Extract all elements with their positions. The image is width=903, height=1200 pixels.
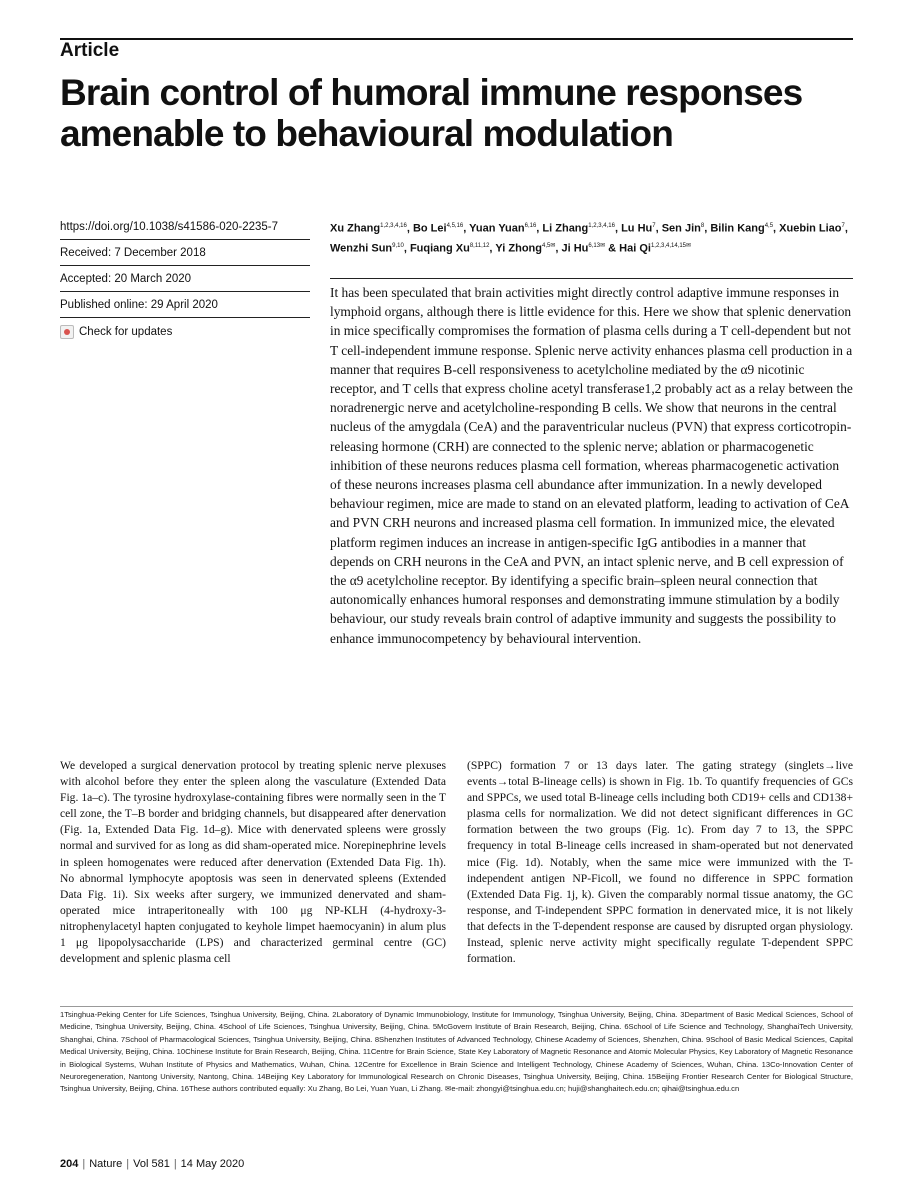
body-column-right: (SPPC) formation 7 or 13 days later. The gating strategy (singlets→live events→total B-lineage cells) is shown in Fig. 1b. To quantify frequencies of GCs and SPPCs, we used total B-lineage cells including both CD19+ cells and CD138+ plasma cells for normalization. We did not detect significant differences in GC formation between the two groups (Fig. 1c). From day 7 to 13, the SPPC frequency in total B-lineage cells increased in sham-operated but not denervated mice (Fig. 1d). Notably, when the same mice were immunized with the T-independent antigen NP-Ficoll, we found no difference in SPPC formation (Extended Data Fig. 1j, k). Given the comparably normal tissue anatomy, the GC response, and T-independent SPPC formation in denervated mice, it is not likely that defects in the T-dependent response are caused by disrupted organ physiology. Instead, splenic nerve activity might specifically regulate T-dependent SPPC formation. [467, 759, 853, 966]
author-affiliation-numbers: 7 [841, 223, 845, 229]
author-name: Xuebin Liao [779, 222, 842, 235]
author-name: Yuan Yuan [469, 222, 525, 235]
article-title: Brain control of humoral immune responses amenable to behavioural modulation [60, 72, 803, 154]
author-name: Wenzhi Sun [330, 242, 393, 255]
author-name: Bilin Kang [710, 222, 765, 235]
check-updates-link[interactable] [60, 322, 310, 345]
page-number: 204 [60, 1158, 79, 1170]
body-column-left: We developed a surgical denervation protocol by treating splenic nerve plexuses with alcohol before they enter the spleen along the vasculature (Extended Data Fig. 1a–c). The tyrosine hydroxylase-containing fibres were normally seen in the T cell zone, the T–B border and bridging channels, but disappeared after denervation (Fig. 1a, Extended Data Fig. 1d–g). Mice with denervated spleens were grossly normal and survived for as long as did sham-operated mice. Norepinephrine levels in spleen homogenates were reduced after denervation (Extended Data Fig. 1h). No abnormal lymphocyte apoptosis was seen in denervated spleens (Extended Data Fig. 1i). Six weeks after surgery, we immunized denervated and sham-operated mice intraperitoneally with 100 μg NP-KLH (4-hydroxy-3-nitrophenylacetyl hapten conjugated to keyhole limpet haemocyanin) in alum plus 1 μg lipopolysaccharide (LPS) and characterized germinal centre (GC) development and splenic plasma cell [60, 759, 446, 966]
author-affiliation-numbers: 6,16 [524, 223, 537, 229]
check-updates-label: Check for updates [79, 326, 173, 338]
author-name: Bo Lei [412, 222, 447, 235]
author-name: Lu Hu [621, 222, 653, 235]
top-rule [60, 38, 853, 40]
affiliations: 1Tsinghua-Peking Center for Life Sciences, Tsinghua University, Beijing, China. 2Laboratory of Dynamic Immunobiology, Institute for Immunology, Tsinghua University, Beijing, China. 3Department of Basic Medical Sciences, School of Medicine, Tsinghua University, Beijing, China. 4School of Life Sciences, Tsinghua University, Beijing, China. 5McGovern Institute of Brain Research, Beijing, China. 6School of Life Science and Technology, ShanghaiTech University, Shanghai, China. 7School of Pharmacological Sciences, Tsinghua University, Beijing, China. 8Shenzhen Institutes of Advanced Technology, Chinese Academy of Sciences, Shenzhen, China. 9School of Basic Medical Sciences, Capital Medical University, Beijing, China. 10Chinese Institute for Brain Research, Beijing, China. 11Centre for Brain Science, State Key Laboratory of Magnetic Resonance and Atomic Molecular Physics, Key Laboratory of Magnetic Resonance in Biological Systems, Wuhan Institute of Physics and Mathematics, Wuhan, China. 12Centre for Excellence in Brain Science and Intelligent Technology, Chinese Academy of Sciences, Wuhan, China. 13Co-Innovation Center of Neuroregeneration, Nantong University, Nantong, China. 14Beijing Key Laboratory for Immunological Research on Chronic Diseases, Tsinghua University, Beijing, China. 15Beijing Frontier Research Center for Biological Structure, Tsinghua University, Beijing, China. 16These authors contributed equally: Xu Zhang, Bo Lei, Yuan Yuan, Li Zhang. ✉e-mail: zhongyi@tsinghua.edu.cn; huji@shanghaitech.edu.cn; qihai@tsinghua.edu.cn [60, 1010, 853, 1094]
author-name: Yi Zhong [495, 242, 542, 255]
doi-link[interactable]: https://doi.org/10.1038/s41586-020-2235-7 [60, 218, 310, 240]
author-list: Xu Zhang$^{1,2,3,4,16}$, Bo Lei$^{4,5,16}$, Yuan Yuan$^{6,16}$, Li Zhang$^{1,2,3,4,16}$, Lu Hu$^7$, Sen Jin$^8$, Bilin Kang$^{4,5}$, Xuebin Liao$^7$, Wenzhi Sun$^{9,10}$, Fuqiang Xu$^{8,11,12}$, Yi Zhong$^{4,5✉}$, Ji $Hu^{6,13✉}$ & Hai $Qi^{1,2,3,4,14,15✉}$ [330, 222, 848, 255]
author-affiliation-numbers: 8 [700, 223, 705, 229]
author-affiliation-numbers: 4,5,16 [446, 223, 464, 229]
author-affiliation-numbers: 4,5✉ [541, 242, 556, 249]
received-date: Received: 7 December 2018 [60, 244, 310, 266]
section-label: Article [60, 40, 120, 61]
author-affiliation-numbers: 8,11,12 [469, 242, 490, 249]
author-affiliation-numbers: 9,10 [392, 242, 404, 249]
body-text [60, 758, 853, 967]
page-footer: 204 | Nature | Vol 581 | 14 May 2020 [60, 1158, 245, 1170]
accepted-date: Accepted: 20 March 2020 [60, 270, 310, 292]
author-affiliation-numbers: 1,2,3,4,16 [380, 223, 407, 229]
published-date: Published online: 29 April 2020 [60, 296, 310, 318]
abstract-rule [330, 278, 853, 279]
author-name: Sen Jin [661, 222, 701, 235]
author-affiliation-numbers: 1,2,3,4,16 [588, 223, 615, 229]
author-name: Ji Hu [561, 242, 589, 255]
issue-date: 14 May 2020 [180, 1158, 245, 1170]
author-name: Li Zhang [542, 222, 589, 235]
journal-name: Nature [89, 1158, 123, 1170]
author-affiliation-numbers: 4,5 [764, 223, 774, 229]
author-name: Hai Qi [619, 242, 651, 255]
author-affiliation-numbers: 6,13✉ [588, 242, 606, 249]
article-meta [60, 218, 310, 349]
author-affiliation-numbers: 1,2,3,4,14,15✉ [650, 242, 692, 249]
author-name: Fuqiang Xu [409, 242, 470, 255]
check-for-updates-icon [60, 325, 74, 339]
affiliations-rule [60, 1006, 853, 1007]
author-affiliation-numbers: 7 [652, 223, 656, 229]
volume: Vol 581 [133, 1158, 170, 1170]
abstract: It has been speculated that brain activities might directly control adaptive immune responses in lymphoid organs, although there is little evidence for this. Here we show that splenic denervation in mice specifically compromises the formation of plasma cells during a T cell-dependent but not T cell-independent immune response. Splenic nerve activity enhances plasma cell production in a manner that requires B-cell responsiveness to acetylcholine mediated by the α9 nicotinic receptor, and T cells that express choline acetyl transferase1,2 probably act as a relay between the noradrenergic nerve and acetylcholine-responding B cells. We show that neurons in the central nucleus of the amygdala (CeA) and the paraventricular nucleus (PVN) that express corticotropin-releasing hormone (CRH) are connected to the splenic nerve; ablation or pharmacogenetic inhibition of these neurons reduces plasma cell formation, whereas pharmacogenetic activation of these neurons increases plasma cell abundance after immunization. In a newly developed behaviour regimen, mice are made to stand on an elevated platform, leading to activation of CeA and PVN CRH neurons and increased plasma cell formation. In immunized mice, the elevated platform regimen induces an increase in antigen-specific IgG antibodies in a manner that depends on CRH neurons in the CeA and PVN, an intact splenic nerve, and B cell expression of the α9 acetylcholine receptor. By identifying a specific brain–spleen neural connection that autonomically enhances humoral responses and demonstrating immune stimulation by a bodily behaviour, our study reveals brain control of adaptive immunity and suggests the possibility to enhance immunocompetency by behavioural intervention. [330, 285, 853, 646]
author-name: Xu Zhang [330, 222, 381, 235]
